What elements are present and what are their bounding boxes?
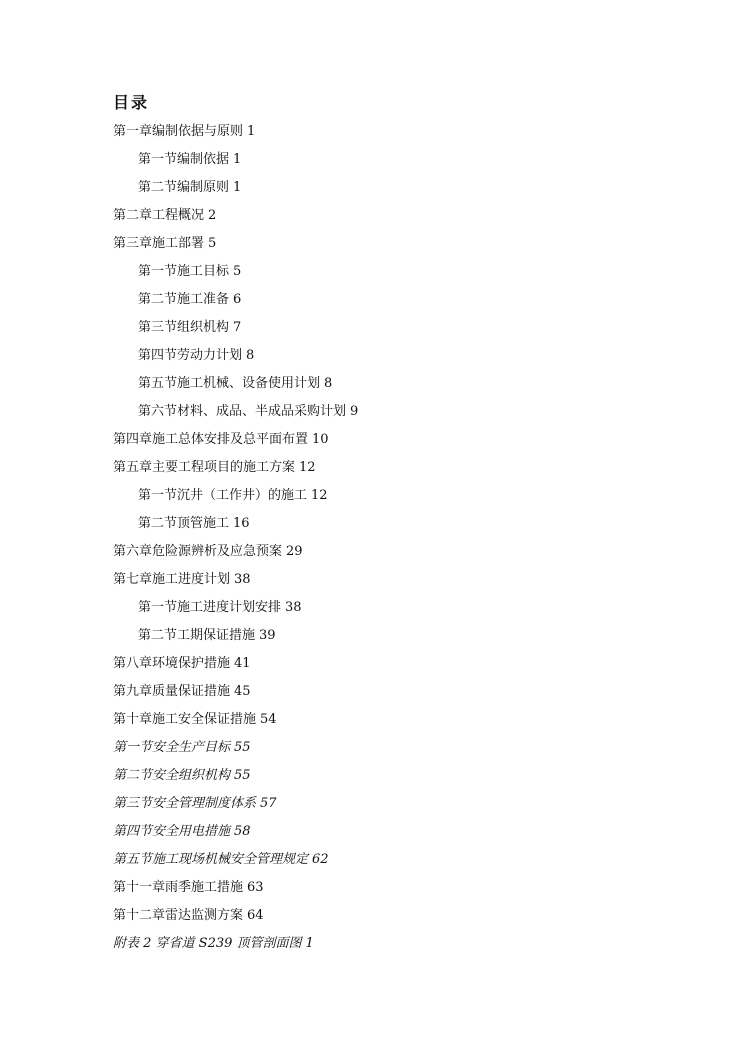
toc-entry-label: 第七章施工进度计划 bbox=[113, 572, 231, 587]
toc-entry-page-number: 1 bbox=[233, 180, 242, 195]
toc-entry[interactable] bbox=[0, 286, 744, 314]
toc-entry-label: 第五节施工现场机械安全管理规定 bbox=[113, 852, 309, 867]
toc-entry-label: 第十章施工安全保证措施 bbox=[113, 712, 257, 727]
toc-entry-page-number: 2 bbox=[208, 208, 217, 223]
toc-entry[interactable] bbox=[0, 790, 744, 818]
toc-entry-page-number: 1 bbox=[305, 936, 314, 951]
toc-entry[interactable] bbox=[0, 314, 744, 342]
toc-entry[interactable] bbox=[0, 734, 744, 762]
toc-entry[interactable] bbox=[0, 482, 744, 510]
toc-entry-page-number: 62 bbox=[312, 852, 329, 867]
toc-entry[interactable] bbox=[0, 258, 744, 286]
toc-entry-page-number: 7 bbox=[233, 320, 242, 335]
toc-entry[interactable] bbox=[0, 118, 744, 146]
toc-entry[interactable] bbox=[0, 818, 744, 846]
toc-entry[interactable] bbox=[0, 202, 744, 230]
toc-entry[interactable] bbox=[0, 230, 744, 258]
toc-entry-label: 第五章主要工程项目的施工方案 bbox=[113, 460, 296, 475]
toc-entry-page-number: 57 bbox=[260, 796, 277, 811]
toc-list bbox=[0, 118, 744, 958]
toc-entry[interactable] bbox=[0, 930, 744, 958]
toc-entry[interactable] bbox=[0, 146, 744, 174]
toc-entry-page-number: 1 bbox=[233, 152, 242, 167]
toc-entry-page-number: 12 bbox=[311, 488, 328, 503]
toc-entry-label: 第三章施工部署 bbox=[113, 236, 205, 251]
toc-entry-page-number: 41 bbox=[234, 656, 251, 671]
toc-entry[interactable] bbox=[0, 678, 744, 706]
toc-entry-page-number: 55 bbox=[234, 768, 251, 783]
toc-entry-page-number: 64 bbox=[247, 908, 264, 923]
toc-entry[interactable] bbox=[0, 454, 744, 482]
toc-entry[interactable] bbox=[0, 762, 744, 790]
toc-entry-page-number: 8 bbox=[324, 376, 333, 391]
toc-entry[interactable] bbox=[0, 174, 744, 202]
toc-entry-label: 第十二章雷达监测方案 bbox=[113, 908, 244, 923]
toc-entry-page-number: 10 bbox=[312, 432, 329, 447]
toc-entry-label: 第六章危险源辨析及应急预案 bbox=[113, 544, 283, 559]
toc-entry-page-number: 55 bbox=[234, 740, 251, 755]
toc-entry-label: 第四章施工总体安排及总平面布置 bbox=[113, 432, 309, 447]
toc-entry-page-number: 16 bbox=[233, 516, 250, 531]
toc-entry[interactable] bbox=[0, 426, 744, 454]
toc-entry-label: 第二节编制原则 bbox=[138, 180, 230, 195]
toc-entry-label: 第八章环境保护措施 bbox=[113, 656, 231, 671]
toc-entry[interactable] bbox=[0, 846, 744, 874]
toc-entry-page-number: 12 bbox=[299, 460, 316, 475]
toc-entry-page-number: 8 bbox=[246, 348, 255, 363]
toc-entry-label: 第二章工程概况 bbox=[113, 208, 205, 223]
toc-entry-page-number: 38 bbox=[234, 572, 251, 587]
toc-entry-page-number: 63 bbox=[247, 880, 264, 895]
toc-entry-label: 第四节劳动力计划 bbox=[138, 348, 243, 363]
toc-entry-label: 第一节沉井（工作井）的施工 bbox=[138, 488, 308, 503]
toc-entry-label: 第一节施工进度计划安排 bbox=[138, 600, 282, 615]
toc-entry-label: 第六节材料、成品、半成品采购计划 bbox=[138, 404, 347, 419]
toc-entry-page-number: 5 bbox=[208, 236, 217, 251]
toc-entry[interactable] bbox=[0, 538, 744, 566]
toc-entry-page-number: 29 bbox=[286, 544, 303, 559]
toc-entry-page-number: 1 bbox=[247, 124, 256, 139]
toc-entry-label: 第二节施工准备 bbox=[138, 292, 230, 307]
toc-entry-page-number: 58 bbox=[234, 824, 251, 839]
toc-entry[interactable] bbox=[0, 874, 744, 902]
toc-entry-page-number: 9 bbox=[350, 404, 359, 419]
toc-entry-label: 第二节安全组织机构 bbox=[113, 768, 231, 783]
toc-entry[interactable] bbox=[0, 398, 744, 426]
toc-entry-page-number: 6 bbox=[233, 292, 242, 307]
toc-entry[interactable] bbox=[0, 706, 744, 734]
toc-entry-label: 第五节施工机械、设备使用计划 bbox=[138, 376, 321, 391]
toc-entry-page-number: 38 bbox=[285, 600, 302, 615]
toc-entry[interactable] bbox=[0, 370, 744, 398]
toc-entry-label: 第四节安全用电措施 bbox=[113, 824, 231, 839]
toc-entry-label: 附表 2 穿省道 S239 顶管剖面图 bbox=[113, 936, 302, 951]
toc-entry-label: 第一节施工目标 bbox=[138, 264, 230, 279]
toc-entry-label: 第二节工期保证措施 bbox=[138, 628, 256, 643]
toc-entry[interactable] bbox=[0, 566, 744, 594]
toc-entry-label: 第三节组织机构 bbox=[138, 320, 230, 335]
toc-title: 目录 bbox=[113, 93, 150, 112]
toc-entry-label: 第一节编制依据 bbox=[138, 152, 230, 167]
toc-entry-label: 第九章质量保证措施 bbox=[113, 684, 231, 699]
toc-entry[interactable] bbox=[0, 510, 744, 538]
toc-entry-page-number: 54 bbox=[260, 712, 277, 727]
toc-entry-page-number: 5 bbox=[233, 264, 242, 279]
toc-entry-label: 第一节安全生产目标 bbox=[113, 740, 231, 755]
toc-entry-label: 第一章编制依据与原则 bbox=[113, 124, 244, 139]
toc-entry-page-number: 45 bbox=[234, 684, 251, 699]
toc-entry[interactable] bbox=[0, 594, 744, 622]
toc-entry[interactable] bbox=[0, 902, 744, 930]
toc-entry-label: 第二节顶管施工 bbox=[138, 516, 230, 531]
toc-entry[interactable] bbox=[0, 650, 744, 678]
toc-entry[interactable] bbox=[0, 342, 744, 370]
toc-entry-page-number: 39 bbox=[259, 628, 276, 643]
toc-entry[interactable] bbox=[0, 622, 744, 650]
toc-entry-label: 第三节安全管理制度体系 bbox=[113, 796, 257, 811]
toc-entry-label: 第十一章雨季施工措施 bbox=[113, 880, 244, 895]
